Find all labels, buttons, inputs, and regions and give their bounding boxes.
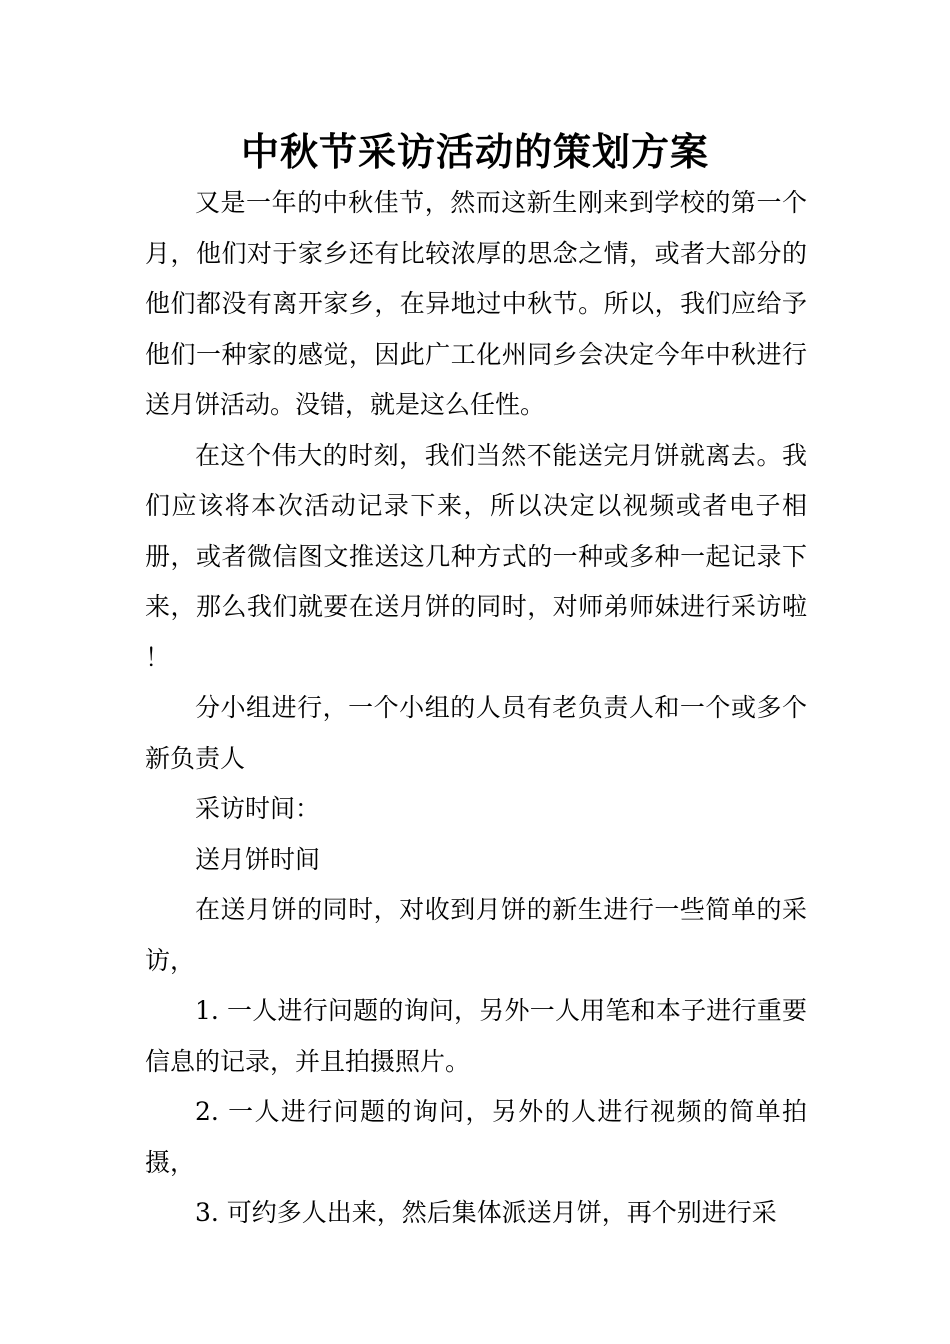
paragraph-delivery-time: 送月饼时间 bbox=[195, 844, 321, 874]
list-item-2: 2. 一人进行问题的询问，另外的人进行视频的简单拍摄， bbox=[145, 1097, 807, 1177]
paragraph-groups: 分小组进行，一个小组的人员有老负责人和一个或多个新负责人 bbox=[145, 693, 807, 773]
paragraph-record-plan: 在这个伟大的时刻，我们当然不能送完月饼就离去。我们应该将本次活动记录下来，所以决定以视频或者电子相册，或者微信图文推送这几种方式的一种或多种一起记录下来，那么我们就要在送月饼的同时，对师弟师妹进行采访啦 ！ bbox=[145, 440, 807, 672]
paragraph-interview-time-label: 采访时间： bbox=[195, 794, 321, 823]
list-item-1: 1. 一人进行问题的询问，另外一人用笔和本子进行重要信息的记录，并且拍摄照片。 bbox=[145, 996, 807, 1076]
paragraph-simple-interview: 在送月饼的同时，对收到月饼的新生进行一些简单的采访， bbox=[145, 895, 807, 975]
document-body bbox=[145, 178, 807, 1239]
document-title: 中秋节采访活动的策划方案 bbox=[240, 129, 709, 174]
paragraph-intro: 又是一年的中秋佳节，然而这新生刚来到学校的第一个月，他们对于家乡还有比较浓厚的思念之情，或者大部分的他们都没有离开家乡，在异地过中秋节。所以，我们应给予他们一种家的感觉，因此广工化州同乡会决定今年中秋进行送月饼活动。没错，就是这么任性。 bbox=[145, 188, 807, 419]
list-item-3: 3. 可约多人出来，然后集体派送月饼，再个别进行采 bbox=[195, 1198, 777, 1227]
